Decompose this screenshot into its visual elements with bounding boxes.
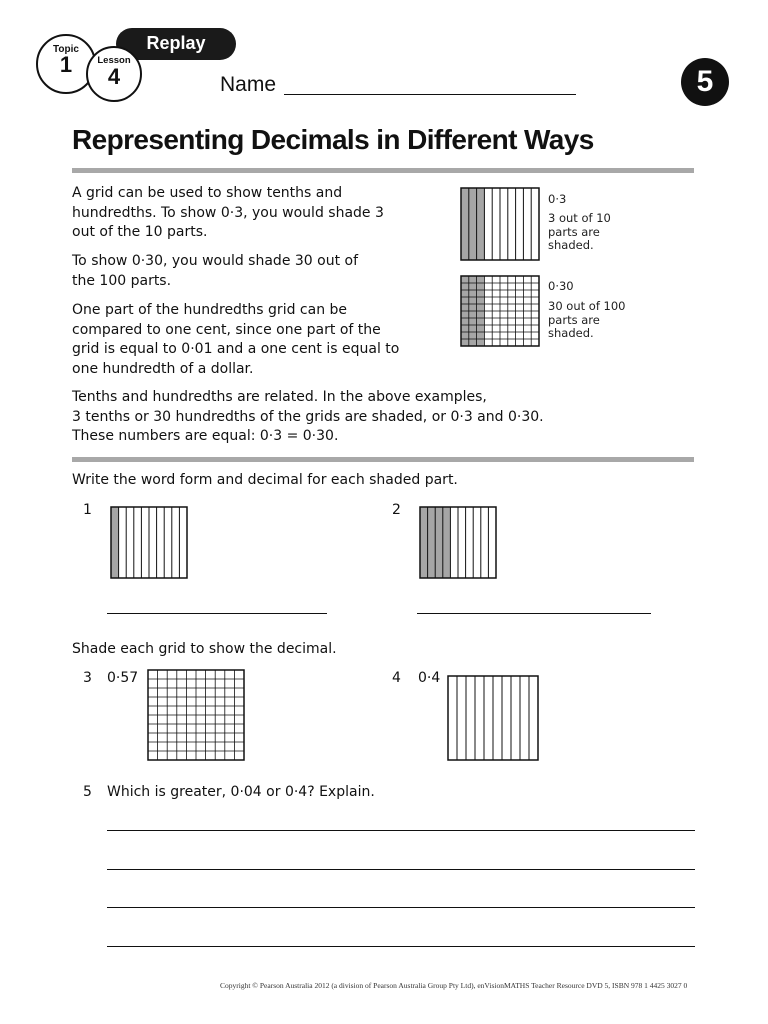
intro-paragraph-1 bbox=[72, 184, 384, 243]
shaded-part bbox=[477, 332, 485, 339]
shaded-part bbox=[461, 290, 469, 297]
question-5-answer-line[interactable] bbox=[107, 946, 695, 947]
question-2-answer-line[interactable] bbox=[417, 613, 651, 614]
shaded-part bbox=[477, 339, 485, 346]
intro-paragraph-3 bbox=[72, 301, 399, 379]
shaded-part bbox=[477, 304, 485, 311]
intro-line: out of the 10 parts. bbox=[72, 224, 208, 240]
question-3-hundredths-grid[interactable] bbox=[148, 670, 244, 760]
example-hundredths-grid bbox=[461, 276, 539, 346]
example-tenths-value: 0·3 bbox=[548, 192, 567, 206]
intro-line: A grid can be used to show tenths and bbox=[72, 185, 343, 201]
question-1-answer-line[interactable] bbox=[107, 613, 327, 614]
intro-paragraph-2 bbox=[72, 252, 358, 291]
intro-line: These numbers are equal: 0·3 = 0·30. bbox=[72, 428, 339, 444]
caption-line: parts are bbox=[548, 312, 600, 327]
shaded-part bbox=[461, 304, 469, 311]
shaded-part bbox=[461, 318, 469, 325]
intro-line: hundredths. To show 0·3, you would shade 3 bbox=[72, 204, 384, 221]
question-2-grid bbox=[420, 507, 496, 578]
question-3-number: 3 bbox=[83, 670, 92, 686]
shaded-part bbox=[469, 332, 477, 339]
copyright-notice: Copyright © Pearson Australia 2012 (a division of Pearson Australia Group Pty Ltd), enVisionMATHS Teacher Resource DVD 5, ISBN 978 1 4425 3027 0 bbox=[220, 981, 688, 990]
page-title: Representing Decimals in Different Ways bbox=[72, 124, 594, 155]
caption-line: shaded. bbox=[548, 238, 594, 252]
shaded-part bbox=[461, 297, 469, 304]
shaded-part bbox=[477, 297, 485, 304]
shaded-part bbox=[469, 325, 477, 332]
name-label: Name bbox=[220, 73, 277, 96]
section1-instruction: Write the word form and decimal for each shaded part. bbox=[72, 472, 458, 488]
intro-line: one hundredth of a dollar. bbox=[72, 360, 254, 377]
example-hundredths-caption bbox=[548, 300, 625, 341]
shaded-part bbox=[469, 304, 477, 311]
shaded-part bbox=[469, 290, 477, 297]
shaded-part bbox=[469, 276, 477, 283]
shaded-part bbox=[461, 325, 469, 332]
replay-label: Replay bbox=[116, 28, 236, 60]
question-5-answer-line[interactable] bbox=[107, 907, 695, 908]
shaded-part bbox=[477, 276, 485, 283]
shaded-part bbox=[111, 507, 119, 578]
question-2-number: 2 bbox=[392, 502, 401, 518]
shaded-part bbox=[469, 311, 477, 318]
intro-line: grid is equal to 0·01 and a one cent is equal to bbox=[72, 341, 400, 357]
shaded-part bbox=[477, 290, 485, 297]
example-hundredths-value: 0·30 bbox=[548, 279, 574, 293]
shaded-part bbox=[461, 311, 469, 318]
shaded-part bbox=[469, 339, 477, 346]
lesson-label: Lesson bbox=[97, 55, 131, 66]
question-4-decimal: 0·4 bbox=[418, 670, 441, 686]
shaded-part bbox=[469, 283, 477, 290]
intro-line: To show 0·30, you would shade 30 out of bbox=[72, 253, 359, 269]
shaded-part bbox=[469, 188, 477, 260]
intro-line: 3 tenths or 30 hundredths of the grids are shaded, or 0·3 and 0·30. bbox=[72, 408, 544, 425]
shaded-part bbox=[461, 332, 469, 339]
section2-instruction: Shade each grid to show the decimal. bbox=[72, 641, 337, 657]
intro-paragraph-4 bbox=[72, 388, 544, 447]
question-5-number: 5 bbox=[83, 784, 92, 800]
shaded-part bbox=[477, 318, 485, 325]
intro-line: Tenths and hundredths are related. In the above examples, bbox=[72, 389, 487, 405]
shaded-part bbox=[428, 507, 436, 578]
shaded-part bbox=[461, 283, 469, 290]
question-1-number: 1 bbox=[83, 502, 92, 518]
example-tenths-grid bbox=[461, 188, 539, 260]
caption-line: 3 out of 10 bbox=[548, 211, 611, 225]
question-5-text: Which is greater, 0·04 or 0·4? Explain. bbox=[107, 784, 375, 800]
question-5-answer-line[interactable] bbox=[107, 869, 695, 870]
shaded-part bbox=[477, 325, 485, 332]
example-tenths-caption bbox=[548, 212, 611, 253]
shaded-part bbox=[420, 507, 428, 578]
lesson-number: 4 bbox=[107, 64, 121, 89]
shaded-part bbox=[477, 311, 485, 318]
question-1-grid bbox=[111, 507, 187, 578]
question-3-decimal: 0·57 bbox=[107, 670, 139, 686]
shaded-part bbox=[443, 507, 451, 578]
intro-line: the 100 parts. bbox=[72, 272, 172, 289]
lesson-circle bbox=[86, 46, 142, 102]
shaded-part bbox=[461, 276, 469, 283]
shaded-part bbox=[469, 297, 477, 304]
question-4-number: 4 bbox=[392, 670, 401, 686]
shaded-part bbox=[461, 339, 469, 346]
topic-label: Topic bbox=[53, 44, 79, 55]
section-divider bbox=[72, 457, 694, 462]
shaded-part bbox=[477, 188, 485, 260]
caption-line: 30 out of 100 bbox=[548, 299, 626, 313]
caption-line: parts are bbox=[548, 224, 600, 239]
page-badge: 5 bbox=[681, 58, 729, 106]
topic-number: 1 bbox=[59, 52, 73, 77]
question-4-tenths-grid[interactable] bbox=[448, 676, 538, 760]
question-5-answer-line[interactable] bbox=[107, 830, 695, 831]
title-divider bbox=[72, 168, 694, 173]
shaded-part bbox=[435, 507, 443, 578]
shaded-part bbox=[477, 283, 485, 290]
name-field[interactable] bbox=[284, 94, 576, 95]
shaded-part bbox=[469, 318, 477, 325]
intro-line: compared to one cent, since one part of the bbox=[72, 321, 381, 338]
caption-line: shaded. bbox=[548, 326, 594, 340]
intro-line: One part of the hundredths grid can be bbox=[72, 302, 348, 318]
shaded-part bbox=[461, 188, 469, 260]
